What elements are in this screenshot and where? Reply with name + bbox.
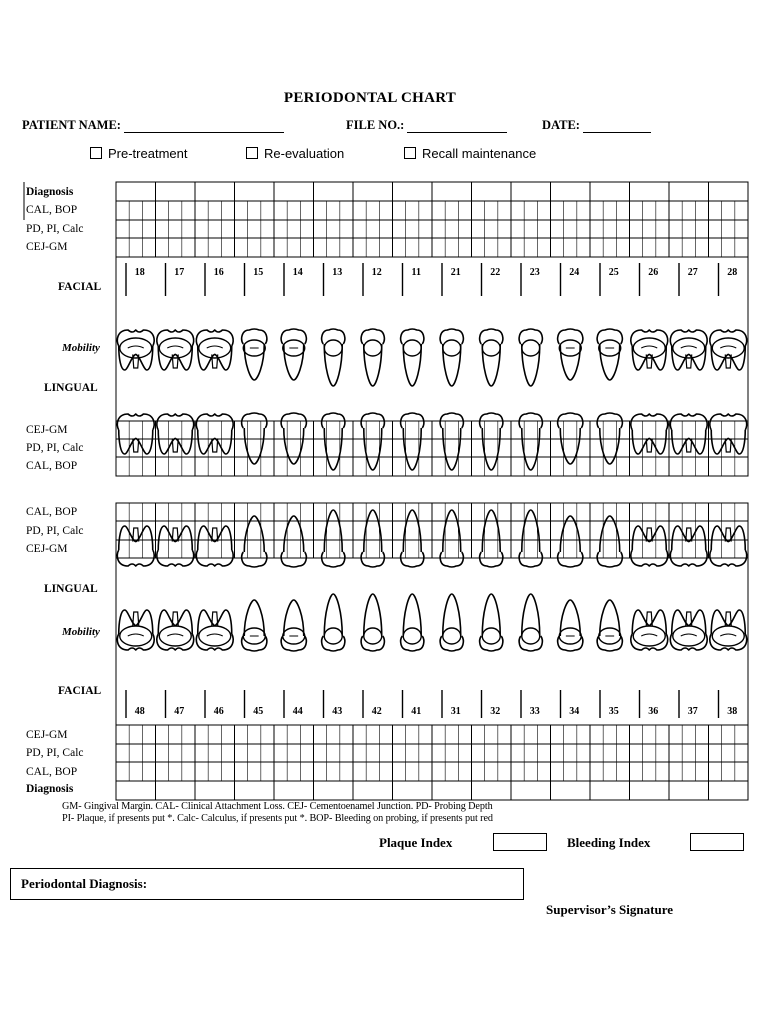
tooth-crown [322, 552, 345, 567]
upper-tooth-number: 16 [213, 267, 224, 278]
lower-occlusal-view [522, 628, 540, 644]
tooth-crown [322, 329, 345, 344]
occlusal-outline [120, 626, 152, 646]
lower-tooth-number: 45 [253, 706, 264, 717]
occlusal-outline [443, 628, 461, 644]
lower-tooth-number: 41 [411, 706, 422, 717]
occlusal-outline [522, 628, 540, 644]
upper-occlusal-view [364, 340, 382, 356]
lower-mobility-label: Mobility [62, 626, 100, 638]
upper-row-label: PD, PI, Calc [26, 223, 84, 235]
occlusal-groove [681, 634, 697, 636]
tooth-crown [519, 329, 542, 344]
occlusal-outline [199, 626, 231, 646]
tooth-root [711, 430, 745, 454]
lower-occlusal-view [243, 628, 265, 644]
upper-occlusal-view [443, 340, 461, 356]
upper-tooth-number: 27 [687, 267, 698, 278]
upper-facial-tooth [631, 330, 668, 370]
lower-tooth-number: 46 [213, 706, 224, 717]
tooth-crown [597, 329, 622, 344]
tooth-crown [440, 552, 463, 567]
tooth-root [119, 610, 153, 634]
upper-tooth-number: 28 [727, 267, 738, 278]
occlusal-outline [633, 626, 665, 646]
patient-name-label: PATIENT NAME: [22, 118, 121, 132]
upper-teeth-frame [116, 257, 748, 421]
plaque-index-label: Plaque Index [379, 835, 453, 850]
tooth-root [324, 344, 342, 386]
tooth-root [672, 610, 706, 634]
lower-occlusal-view [364, 628, 382, 644]
upper-facial-tooth [157, 330, 194, 370]
upper-lingual-tooth [670, 414, 707, 454]
lower-row-label: CAL, BOP [26, 506, 78, 518]
lower-occlusal-view [712, 626, 744, 646]
upper-tooth-number: 18 [134, 267, 145, 278]
tooth-crown [558, 552, 583, 567]
occlusal-outline [403, 628, 421, 644]
upper-lingual-tooth [401, 413, 424, 470]
lower-tooth-number: 37 [687, 706, 698, 717]
upper-lingual-tooth [519, 413, 542, 470]
upper-lingual-tooth [631, 414, 668, 454]
occlusal-outline [482, 628, 500, 644]
upper-tooth-number: 21 [450, 267, 461, 278]
tooth-root [522, 344, 540, 386]
occlusal-groove [128, 634, 144, 636]
lower-row-label: PD, PI, Calc [26, 747, 84, 759]
lower-tooth-number: 42 [371, 706, 382, 717]
lower-row-label: PD, PI, Calc [26, 525, 84, 537]
upper-facial-tooth [519, 329, 542, 386]
lower-tooth-number: 34 [569, 706, 580, 717]
upper-facial-tooth [117, 330, 154, 370]
occlusal-outline [364, 628, 382, 644]
tooth-root [632, 526, 666, 550]
upper-lingual-tooth [710, 414, 747, 454]
upper-tooth-number: 14 [292, 267, 303, 278]
lower-tooth-number: 44 [292, 706, 303, 717]
lower-occlusal-view [120, 626, 152, 646]
upper-tooth-number: 11 [411, 267, 421, 278]
tooth-crown [361, 329, 384, 344]
upper-lingual-tooth [196, 414, 233, 454]
upper-facial-tooth [361, 329, 384, 386]
upper-tooth-number: 12 [371, 267, 382, 278]
upper-tooth-number: 26 [648, 267, 659, 278]
upper-lingual-tooth [322, 413, 345, 470]
upper-facial-tooth [440, 329, 463, 386]
tooth-crown [242, 552, 267, 567]
upper-facial-tooth [242, 329, 267, 380]
upper-facial-tooth [196, 330, 233, 370]
tooth-crown [281, 552, 306, 567]
occlusal-groove [681, 346, 697, 348]
lower-occlusal-view [324, 628, 342, 644]
lower-row-label: CAL, BOP [26, 766, 78, 778]
upper-tooth-number: 17 [174, 267, 185, 278]
tooth-crown [242, 329, 267, 344]
tooth-root [244, 344, 264, 380]
tooth-crown [401, 329, 424, 344]
option-label: Pre-treatment [108, 146, 188, 161]
lower-facial-tooth [361, 594, 384, 651]
upper-lingual-label: LINGUAL [44, 382, 98, 394]
tooth-crown [117, 414, 154, 430]
lower-occlusal-view [403, 628, 421, 644]
upper-lingual-tooth [361, 413, 384, 470]
tooth-root [403, 344, 421, 386]
occlusal-groove [207, 634, 223, 636]
lower-occlusal-view [673, 626, 705, 646]
tooth-root [482, 344, 500, 386]
page-title: PERIODONTAL CHART [283, 90, 457, 106]
upper-facial-tooth [480, 329, 503, 386]
occlusal-groove [641, 634, 657, 636]
upper-occlusal-view [283, 340, 305, 356]
occlusal-outline [443, 340, 461, 356]
upper-row-label: CEJ-GM [26, 241, 68, 253]
lower-lingual-tooth [670, 526, 707, 566]
legend-line-2: PI- Plaque, if presents put *. Calc- Calculus, if presents put *. BOP- Bleeding on probing, if presents put red [62, 813, 493, 824]
tooth-crown [281, 329, 306, 344]
upper-tooth-number: 24 [569, 267, 580, 278]
tooth-crown [631, 414, 668, 430]
upper-row-label: CEJ-GM [26, 424, 68, 436]
tooth-root [672, 430, 706, 454]
tooth-root [632, 610, 666, 634]
lower-tooth-number: 36 [648, 706, 659, 717]
tooth-root [198, 610, 232, 634]
lower-occlusal-view [443, 628, 461, 644]
lower-lingual-tooth [597, 516, 622, 567]
lower-row-label: CEJ-GM [26, 543, 68, 555]
tooth-root [600, 428, 620, 464]
tooth-crown [670, 414, 707, 430]
lower-occlusal-view [599, 628, 621, 644]
upper-lingual-tooth [157, 414, 194, 454]
occlusal-outline [673, 626, 705, 646]
lower-tooth-number: 33 [529, 706, 540, 717]
tooth-root [284, 428, 304, 464]
legend-line-1: GM- Gingival Margin. CAL- Clinical Attachment Loss. CEJ- Cementoenamel Junction. PD- Probing Depth [62, 801, 493, 812]
upper-tooth-number: 15 [253, 267, 264, 278]
lower-lingual-tooth [281, 516, 306, 567]
upper-row-label: CAL, BOP [26, 204, 78, 216]
lower-occlusal-view [482, 628, 500, 644]
occlusal-outline [522, 340, 540, 356]
occlusal-groove [641, 346, 657, 348]
tooth-crown [440, 329, 463, 344]
upper-mobility-label: Mobility [62, 342, 100, 354]
upper-facial-tooth [597, 329, 622, 380]
periodontal-diagnosis-label: Periodontal Diagnosis: [21, 876, 148, 891]
upper-facial-tooth [670, 330, 707, 370]
tooth-root [119, 430, 153, 454]
lower-facial-tooth [401, 594, 424, 651]
tooth-root [198, 430, 232, 454]
lower-tooth-number: 32 [490, 706, 501, 717]
upper-tooth-number: 23 [529, 267, 540, 278]
lower-tooth-number: 35 [608, 706, 619, 717]
upper-tooth-number: 22 [490, 267, 501, 278]
upper-row-label: Diagnosis [26, 186, 74, 198]
tooth-root [711, 610, 745, 634]
tooth-crown [519, 552, 542, 567]
bleeding-index-label: Bleeding Index [567, 835, 651, 850]
tooth-root [632, 430, 666, 454]
lower-facial-tooth [480, 594, 503, 651]
upper-facial-tooth [322, 329, 345, 386]
lower-row-label: CEJ-GM [26, 729, 68, 741]
occlusal-outline [403, 340, 421, 356]
occlusal-groove [720, 634, 736, 636]
upper-lingual-tooth [480, 413, 503, 470]
occlusal-groove [207, 346, 223, 348]
upper-lingual-tooth [117, 414, 154, 454]
tooth-root [158, 430, 192, 454]
tooth-crown [480, 552, 503, 567]
lower-teeth-frame [116, 558, 748, 725]
file-no-label: FILE NO.: [346, 118, 405, 132]
lower-tooth-number: 38 [727, 706, 738, 717]
upper-facial-tooth [558, 329, 583, 380]
tooth-crown [401, 552, 424, 567]
tooth-root [244, 428, 264, 464]
upper-occlusal-view [522, 340, 540, 356]
occlusal-outline [324, 628, 342, 644]
lower-lingual-tooth [710, 526, 747, 566]
upper-occlusal-view [403, 340, 421, 356]
tooth-crown [558, 329, 583, 344]
upper-occlusal-view [243, 340, 265, 356]
occlusal-outline [712, 626, 744, 646]
tooth-root [600, 344, 620, 380]
upper-tooth-number: 13 [332, 267, 343, 278]
lower-tooth-number: 47 [174, 706, 185, 717]
lower-facial-tooth [519, 594, 542, 651]
upper-occlusal-view [599, 340, 621, 356]
lower-lingual-tooth [558, 516, 583, 567]
occlusal-outline [324, 340, 342, 356]
lower-occlusal-view [159, 626, 191, 646]
option-label: Recall maintenance [422, 146, 537, 161]
upper-occlusal-view [324, 340, 342, 356]
lower-tooth-number: 43 [332, 706, 343, 717]
option-label: Re-evaluation [264, 146, 345, 161]
lower-tooth-number: 31 [450, 706, 461, 717]
upper-facial-tooth [281, 329, 306, 380]
upper-tooth-number: 25 [608, 267, 619, 278]
lower-occlusal-view [199, 626, 231, 646]
lower-facial-label: FACIAL [58, 685, 102, 697]
lower-facial-tooth [322, 594, 345, 651]
lower-lingual-tooth [631, 526, 668, 566]
supervisor-signature-label: Supervisor’s Signature [546, 902, 673, 917]
lower-facial-tooth [440, 594, 463, 651]
tooth-root [560, 344, 580, 380]
upper-facial-tooth [401, 329, 424, 386]
lower-lingual-tooth [242, 516, 267, 567]
tooth-crown [710, 414, 747, 430]
lower-lingual-tooth [157, 526, 194, 566]
tooth-crown [597, 552, 622, 567]
tooth-crown [157, 414, 194, 430]
lower-lingual-label: LINGUAL [44, 583, 98, 595]
occlusal-groove [167, 346, 183, 348]
upper-facial-label: FACIAL [58, 281, 102, 293]
tooth-root [560, 428, 580, 464]
tooth-crown [196, 414, 233, 430]
date-label: DATE: [542, 118, 580, 132]
tooth-root [158, 610, 192, 634]
occlusal-groove [720, 346, 736, 348]
upper-row-label: CAL, BOP [26, 460, 78, 472]
lower-lingual-tooth [196, 526, 233, 566]
tooth-crown [361, 552, 384, 567]
upper-facial-tooth [710, 330, 747, 370]
tooth-root [198, 526, 232, 550]
tooth-root [119, 526, 153, 550]
tooth-root [711, 526, 745, 550]
tooth-root [284, 344, 304, 380]
lower-tooth-number: 48 [134, 706, 145, 717]
lower-row-label: Diagnosis [26, 783, 74, 795]
upper-occlusal-view [559, 340, 581, 356]
upper-row-label: PD, PI, Calc [26, 442, 84, 454]
tooth-crown [480, 329, 503, 344]
occlusal-groove [167, 634, 183, 636]
tooth-root [158, 526, 192, 550]
upper-occlusal-view [482, 340, 500, 356]
tooth-root [443, 344, 461, 386]
occlusal-outline [364, 340, 382, 356]
tooth-root [364, 344, 382, 386]
occlusal-outline [159, 626, 191, 646]
occlusal-outline [482, 340, 500, 356]
tooth-root [672, 526, 706, 550]
lower-occlusal-view [283, 628, 305, 644]
lower-occlusal-view [559, 628, 581, 644]
lower-occlusal-view [633, 626, 665, 646]
lower-lingual-tooth [117, 526, 154, 566]
occlusal-groove [128, 346, 144, 348]
upper-lingual-tooth [440, 413, 463, 470]
